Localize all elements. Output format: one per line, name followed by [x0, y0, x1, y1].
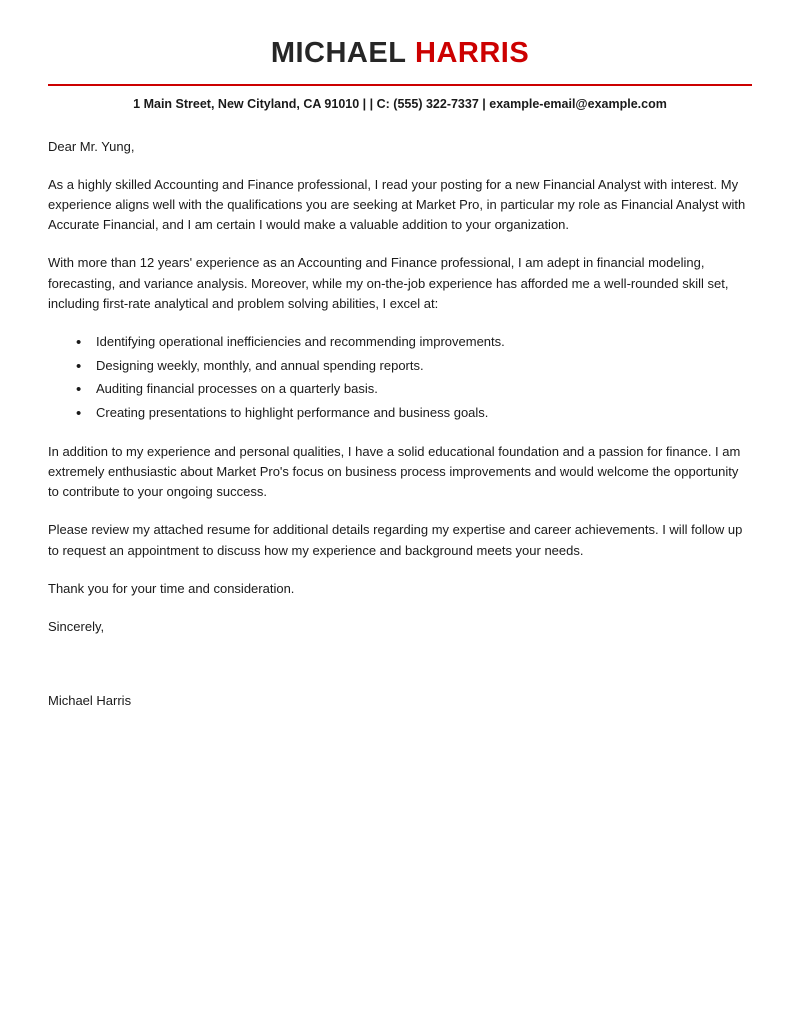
contact-line	[48, 97, 752, 111]
letterhead	[48, 28, 752, 111]
signature-name: Michael Harris	[48, 693, 132, 709]
contact-separator-1: |	[362, 96, 367, 111]
letter-body	[48, 137, 752, 711]
list-item: • Designing weekly, monthly, and annual spending reports.	[96, 356, 752, 377]
list-item: • Identifying operational inefficiencies and recommending improvements.	[96, 332, 752, 353]
paragraph-3: In addition to my experience and personal qualities, I have a solid educational foundation and a passion for finance. I am extremely enthusiastic about Market Pro's focus on business process improvements and would welcome the opportunity to contribute to your ongoing success.	[48, 444, 741, 500]
paragraph-2: With more than 12 years' experience as an Accounting and Finance professional, I am adept in financial modeling, forecasting, and variance analysis. Moreover, while my on-the-job experience has afforded me a well-rounded skill set, including first-rate analytical and problem solving abilities, I excel at:	[48, 255, 729, 311]
list-item: • Auditing financial processes on a quarterly basis.	[96, 379, 752, 400]
contact-phone: C: (555) 322-7337	[376, 96, 479, 111]
contact-separator-3: |	[482, 96, 486, 111]
paragraph-1: As a highly skilled Accounting and Finance professional, I read your posting for a new Financial Analyst with interest. My experience aligns well with the qualifications you are seeking at Market Pro, in particular my role as Financial Analyst with Accurate Financial, and I am certain I would make a valuable addition to your organization.	[48, 177, 746, 233]
salutation: Dear Mr. Yung,	[48, 138, 135, 154]
closing-line: Thank you for your time and consideration.	[48, 580, 295, 596]
contact-address: 1 Main Street, New Cityland, CA 91010	[133, 96, 360, 111]
last-name: HARRIS	[415, 37, 530, 69]
header-divider	[48, 84, 752, 86]
first-name: MICHAEL	[270, 37, 407, 69]
highlights-list	[48, 332, 752, 424]
contact-email: example-email@example.com	[489, 96, 667, 111]
signoff: Sincerely,	[48, 618, 105, 634]
list-item: • Creating presentations to highlight performance and business goals.	[96, 403, 752, 424]
paragraph-4: Please review my attached resume for additional details regarding my expertise and career achievements. I will follow up to request an appointment to discuss how my experience and background meets your needs.	[48, 522, 743, 558]
applicant-name	[48, 38, 752, 70]
contact-separator-2: |	[369, 96, 374, 111]
